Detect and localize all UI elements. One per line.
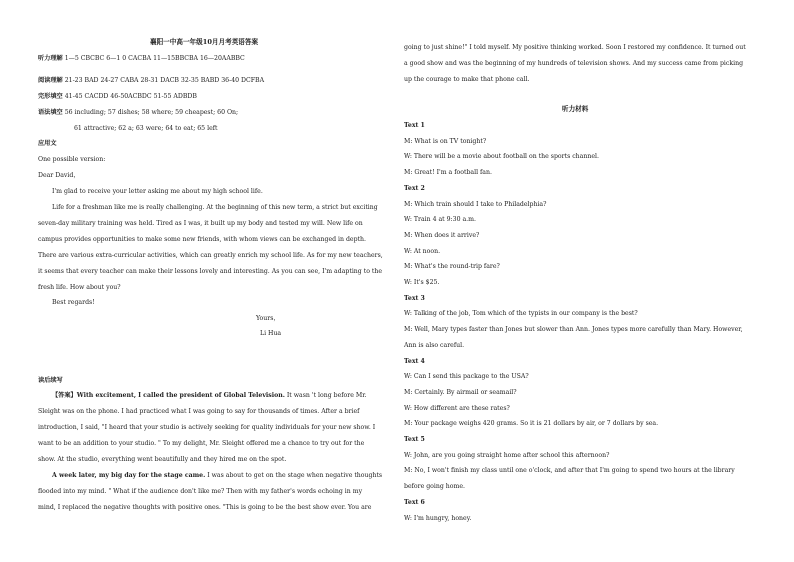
text-heading: Text 2 bbox=[404, 184, 425, 192]
dialogue-line: W: I'm hungry, honey. bbox=[404, 514, 472, 522]
cloze-answers: 41-45 CACDD 46-50ACBDC 51-55 ADBDB bbox=[64, 93, 197, 100]
dialogue-line: W: Talking of the job, Tom which of the typists in our company is the best? bbox=[404, 310, 638, 318]
writing-label: 应用文 bbox=[38, 140, 57, 147]
dialogue-line: W: John, are you going straight home after school this afternoon? bbox=[404, 451, 610, 459]
reading-answers: 21-23 BAD 24-27 CABA 28-31 DACB 32-35 BABD 36-40 DCFBA bbox=[64, 77, 265, 84]
dialogue-line: M: What's the round-trip fare? bbox=[404, 263, 500, 271]
letter-line: There are various extra-curricular activities, which can greatly enrich my school life. As for my new teachers, bbox=[38, 252, 383, 259]
reading-label: 阅读理解 bbox=[38, 77, 63, 84]
dialogue-line: M: No, I won't finish my class until one o'clock, and after that I'm going to spend two hours at the library bbox=[404, 467, 735, 475]
letter-line: fresh life. How about you? bbox=[38, 284, 121, 291]
dialogue-line: W: Can I send this package to the USA? bbox=[404, 373, 529, 381]
continuation-line: show. At the studio, everything went beautifully and they hired me on the spot. bbox=[38, 456, 287, 463]
continuation-line: want to be an addition to your studio. " To my delight, Mr. Sleight offered me a chance to try out for the bbox=[38, 440, 365, 447]
dialogue-line: M: When does it arrive? bbox=[404, 231, 480, 239]
text-heading: Text 5 bbox=[404, 436, 425, 443]
listening-material-title: 听力材料 bbox=[562, 105, 589, 113]
dialogue-line: M: What is on TV tonight? bbox=[404, 137, 487, 145]
dialogue-line: M: Which train should I take to Philadelphia? bbox=[404, 200, 547, 208]
letter-line: Life for a freshman like me is really challenging. At the beginning of this new term, a strict but exciting bbox=[52, 204, 378, 211]
dialogue-line: W: Train 4 at 9:30 a.m. bbox=[404, 216, 476, 224]
dialogue-line: W: How different are these rates? bbox=[404, 404, 510, 412]
dialogue-line: W: At noon. bbox=[404, 247, 441, 255]
continuation-line: Sleight was on the phone. I had practiced what I was going to say for thousands of times. After a brief bbox=[38, 408, 360, 415]
salutation: Dear David， bbox=[38, 172, 80, 179]
grammar-label: 语法填空 bbox=[38, 109, 63, 116]
grammar-answers-1: 56 including; 57 dishes; 58 where; 59 cheapest; 60 On; bbox=[64, 109, 239, 116]
reading-answers-row bbox=[38, 76, 264, 85]
text-heading: Text 6 bbox=[404, 498, 425, 506]
letter-line: campus provides opportunities to make some new friends, with whom views can be exchanged in depth. bbox=[38, 236, 366, 243]
grammar-answers-2: 61 attractive; 62 a; 63 were; 64 to eat; 65 left bbox=[74, 125, 218, 132]
dialogue-line: M: Your package weighs 420 grams. So it is 21 dollars by air, or 7 dollars by sea. bbox=[404, 420, 659, 428]
closing-yours: Yours， bbox=[256, 315, 280, 322]
continuation-bold-2: A week later, my big day for the stage came. bbox=[52, 472, 206, 479]
dialogue-line: M: Certainly. By airmail or seamail? bbox=[404, 388, 517, 396]
dialogue-line: M: Well, Mary types faster than Jones but slower than Ann. Jones types more carefully than Mary. However, bbox=[404, 326, 743, 334]
cloze-label: 完形填空 bbox=[38, 93, 63, 100]
listening-answers-row bbox=[38, 54, 245, 63]
dialogue-line: Ann is also careful. bbox=[404, 341, 465, 349]
text-heading: Text 3 bbox=[404, 294, 425, 302]
dialogue-line: W: There will be a movie about football on the sports channel. bbox=[404, 153, 599, 161]
continuation-line bbox=[52, 471, 382, 480]
dialogue-line: before going home. bbox=[404, 483, 466, 491]
continuation-label: 读后续写 bbox=[38, 377, 63, 384]
continuation-line: a good show and was the beginning of my hundreds of television shows. And my success came from picking bbox=[404, 60, 744, 67]
text-heading: Text 1 bbox=[404, 122, 425, 129]
continuation-line: mind, I replaced the negative thoughts with positive ones. "This is going to be the best show ever. You are bbox=[38, 504, 372, 511]
continuation-line bbox=[52, 391, 366, 400]
continuation-line: up the courage to make that phone call. bbox=[404, 76, 530, 83]
cloze-answers-row bbox=[38, 92, 197, 101]
letter-line: seven-day military training was held. Tired as I was, it built up my body and tested my will. New life on bbox=[38, 220, 363, 227]
answer-tag: 【答案】 bbox=[52, 392, 77, 399]
signature-name: Li Hua bbox=[260, 330, 282, 337]
possible-version: One possible version: bbox=[38, 156, 106, 163]
continuation-rest-1: It wasn 't long before Mr. bbox=[284, 392, 367, 399]
continuation-line: introduction, I said, "I heard that your studio is actively seeking for quality individuals for your new show. I bbox=[38, 424, 376, 431]
text-heading: Text 4 bbox=[404, 357, 425, 365]
letter-paragraph-1: I'm glad to receive your letter asking me about my high school life. bbox=[52, 188, 263, 195]
document-title: 襄阳一中高一年级10月月考英语答案 bbox=[150, 38, 259, 46]
continuation-line: going to just shine!" I told myself. My positive thinking worked. Soon I restored my confidence. It turned out bbox=[404, 44, 746, 51]
continuation-line: flooded into my mind. " What if the audience don't like me? Then with my father's words echoing in my bbox=[38, 488, 363, 495]
closing-regards: Best regards! bbox=[52, 299, 95, 306]
letter-line: it seems that every teacher can make their lessons lovely and interesting. As you can see, I'm adapting to the bbox=[38, 268, 383, 275]
dialogue-line: W: It's $25. bbox=[404, 279, 440, 286]
continuation-rest-2: I was about to get on the stage when negative thoughts bbox=[205, 472, 383, 479]
listening-answers: 1—5 CBCBC 6—1 0 CACBA 11—15BBCBA 16—20AABBC bbox=[64, 55, 245, 62]
grammar-answers-row bbox=[38, 108, 238, 117]
dialogue-line: M: Great! I'm a football fan. bbox=[404, 169, 492, 177]
continuation-bold-1: With excitement, I called the president of Global Television. bbox=[76, 392, 285, 399]
listening-label: 听力理解 bbox=[38, 55, 63, 62]
